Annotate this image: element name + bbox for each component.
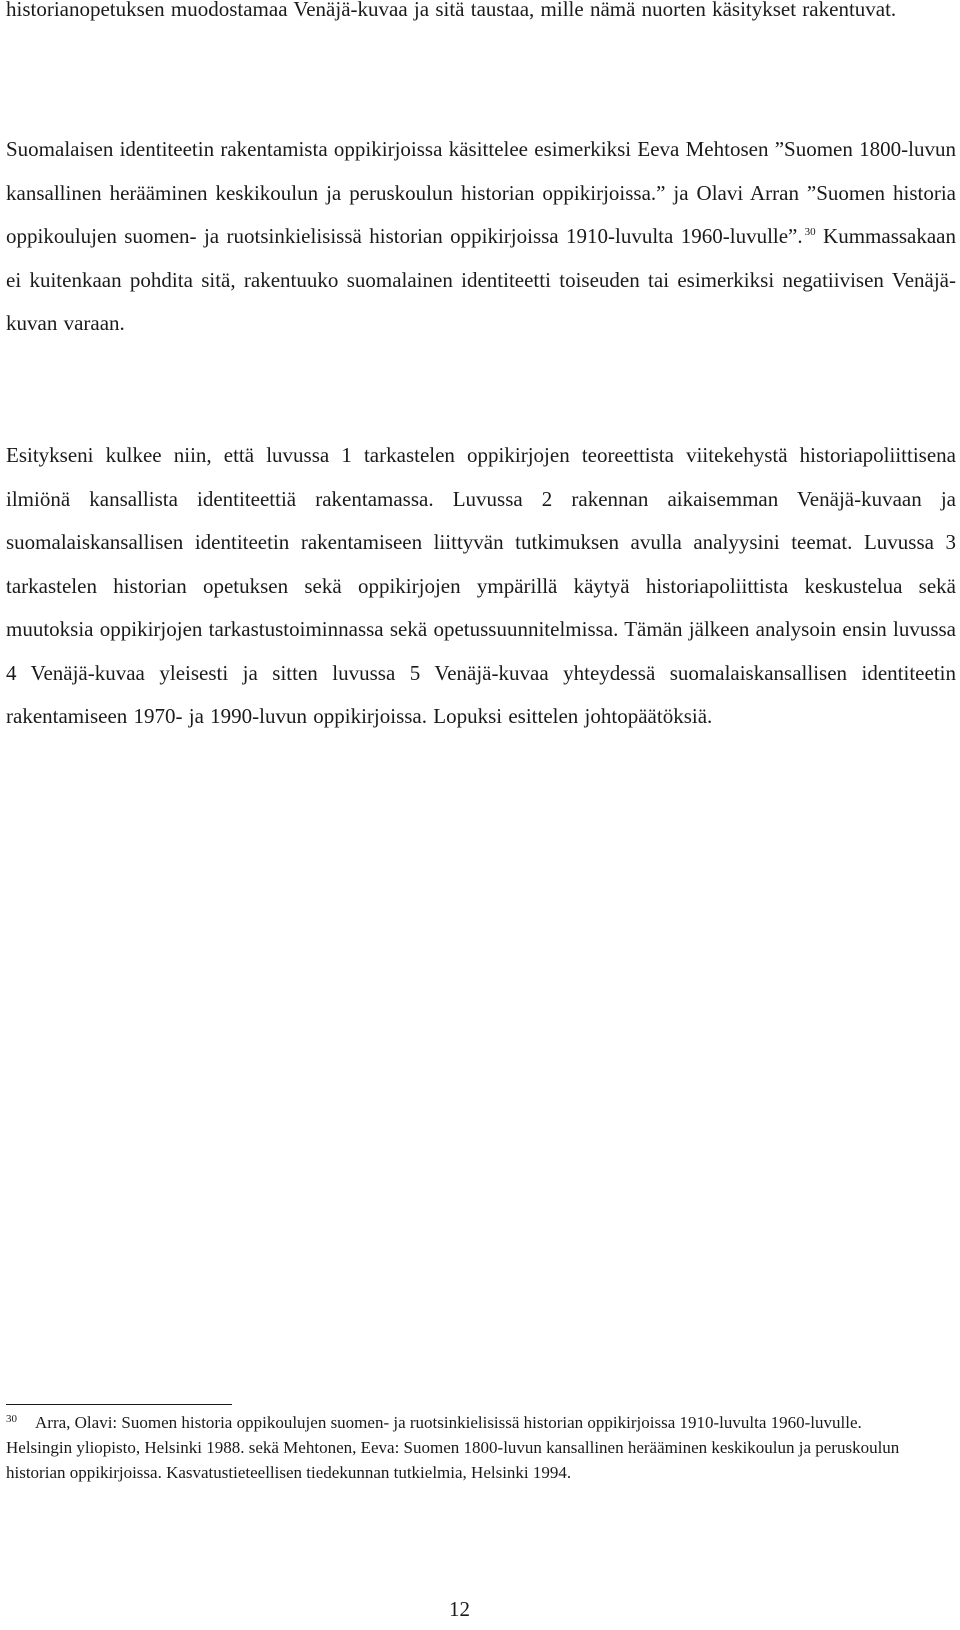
paragraph-1-text: historianopetuksen muodostamaa Venäjä-kuvaa ja sitä taustaa, mille nämä nuorten käsitykset rakentuvat. <box>6 0 897 21</box>
paragraph-2-text-start: Suomalaisen identiteetin rakentamista oppikirjoissa käsittelee esimerkiksi Eeva Mehtosen ”Suomen 1800-luvun kansallinen herääminen keskikoulun ja peruskoulun historian oppikirjoissa.” ja Olavi Arran ”Suomen historia oppikoulujen suomen- ja ruotsinkielisissä historian oppikirjoissa 1910-luvulta 1960-luvulle”. <box>6 137 956 248</box>
page-number: 12 <box>449 1597 470 1621</box>
footnote-number: 30 <box>6 1412 17 1425</box>
paragraph-3-text: Esitykseni kulkee niin, että luvussa 1 tarkastelen oppikirjojen teoreettista viitekehystä historiapoliittisena ilmiönä kansallista identiteettiä rakentamassa. Luvussa 2 rakennan aikaisemman Venäjä-kuvaan ja suomalaiskansallisen identiteetin rakentamiseen liittyvän tutkimuksen avulla analyysini teemat. Luvussa 3 tarkastelen historian opetuksen sekä oppikirjojen ympärillä käytyä historiapoliittista keskustelua sekä muutoksia oppikirjojen tarkastustoiminnassa sekä opetussuunnitelmissa. Tämän jälkeen analysoin ensin luvussa 4 Venäjä-kuvaa yleisesti ja sitten luvussa 5 Venäjä-kuvaa yhteydessä suomalaiskansallisen identiteetin rakentamiseen 1970- ja 1990-luvun oppikirjoissa. Lopuksi esittelen johtopäätöksiä. <box>6 443 956 728</box>
body-paragraph-1 <box>6 0 956 32</box>
paragraph-2-text-end: Kummassakaan ei kuitenkaan pohdita sitä, rakentuuko suomalainen identiteetti toiseuden tai esimerkiksi negatiivisen Venäjä-kuvan varaan. <box>6 224 957 335</box>
footnote-text: Arra, Olavi: Suomen historia oppikoulujen suomen- ja ruotsinkielisissä historian oppikirjoissa 1910-luvulta 1960-luvulle. Helsingin yliopisto, Helsinki 1988. sekä Mehtonen, Eeva: Suomen 1800-luvun kansallinen herääminen keskikoulun ja peruskoulun historian oppikirjoissa. Kasvatustieteellisen tiedekunnan tutkielmia, Helsinki 1994. <box>6 1413 900 1482</box>
footnote-separator <box>6 1404 232 1405</box>
document-page <box>6 0 956 1630</box>
footnote <box>6 1410 906 1485</box>
body-paragraph-3 <box>6 434 956 739</box>
footnote-reference[interactable]: 30 <box>804 225 816 238</box>
body-paragraph-2 <box>6 128 956 346</box>
